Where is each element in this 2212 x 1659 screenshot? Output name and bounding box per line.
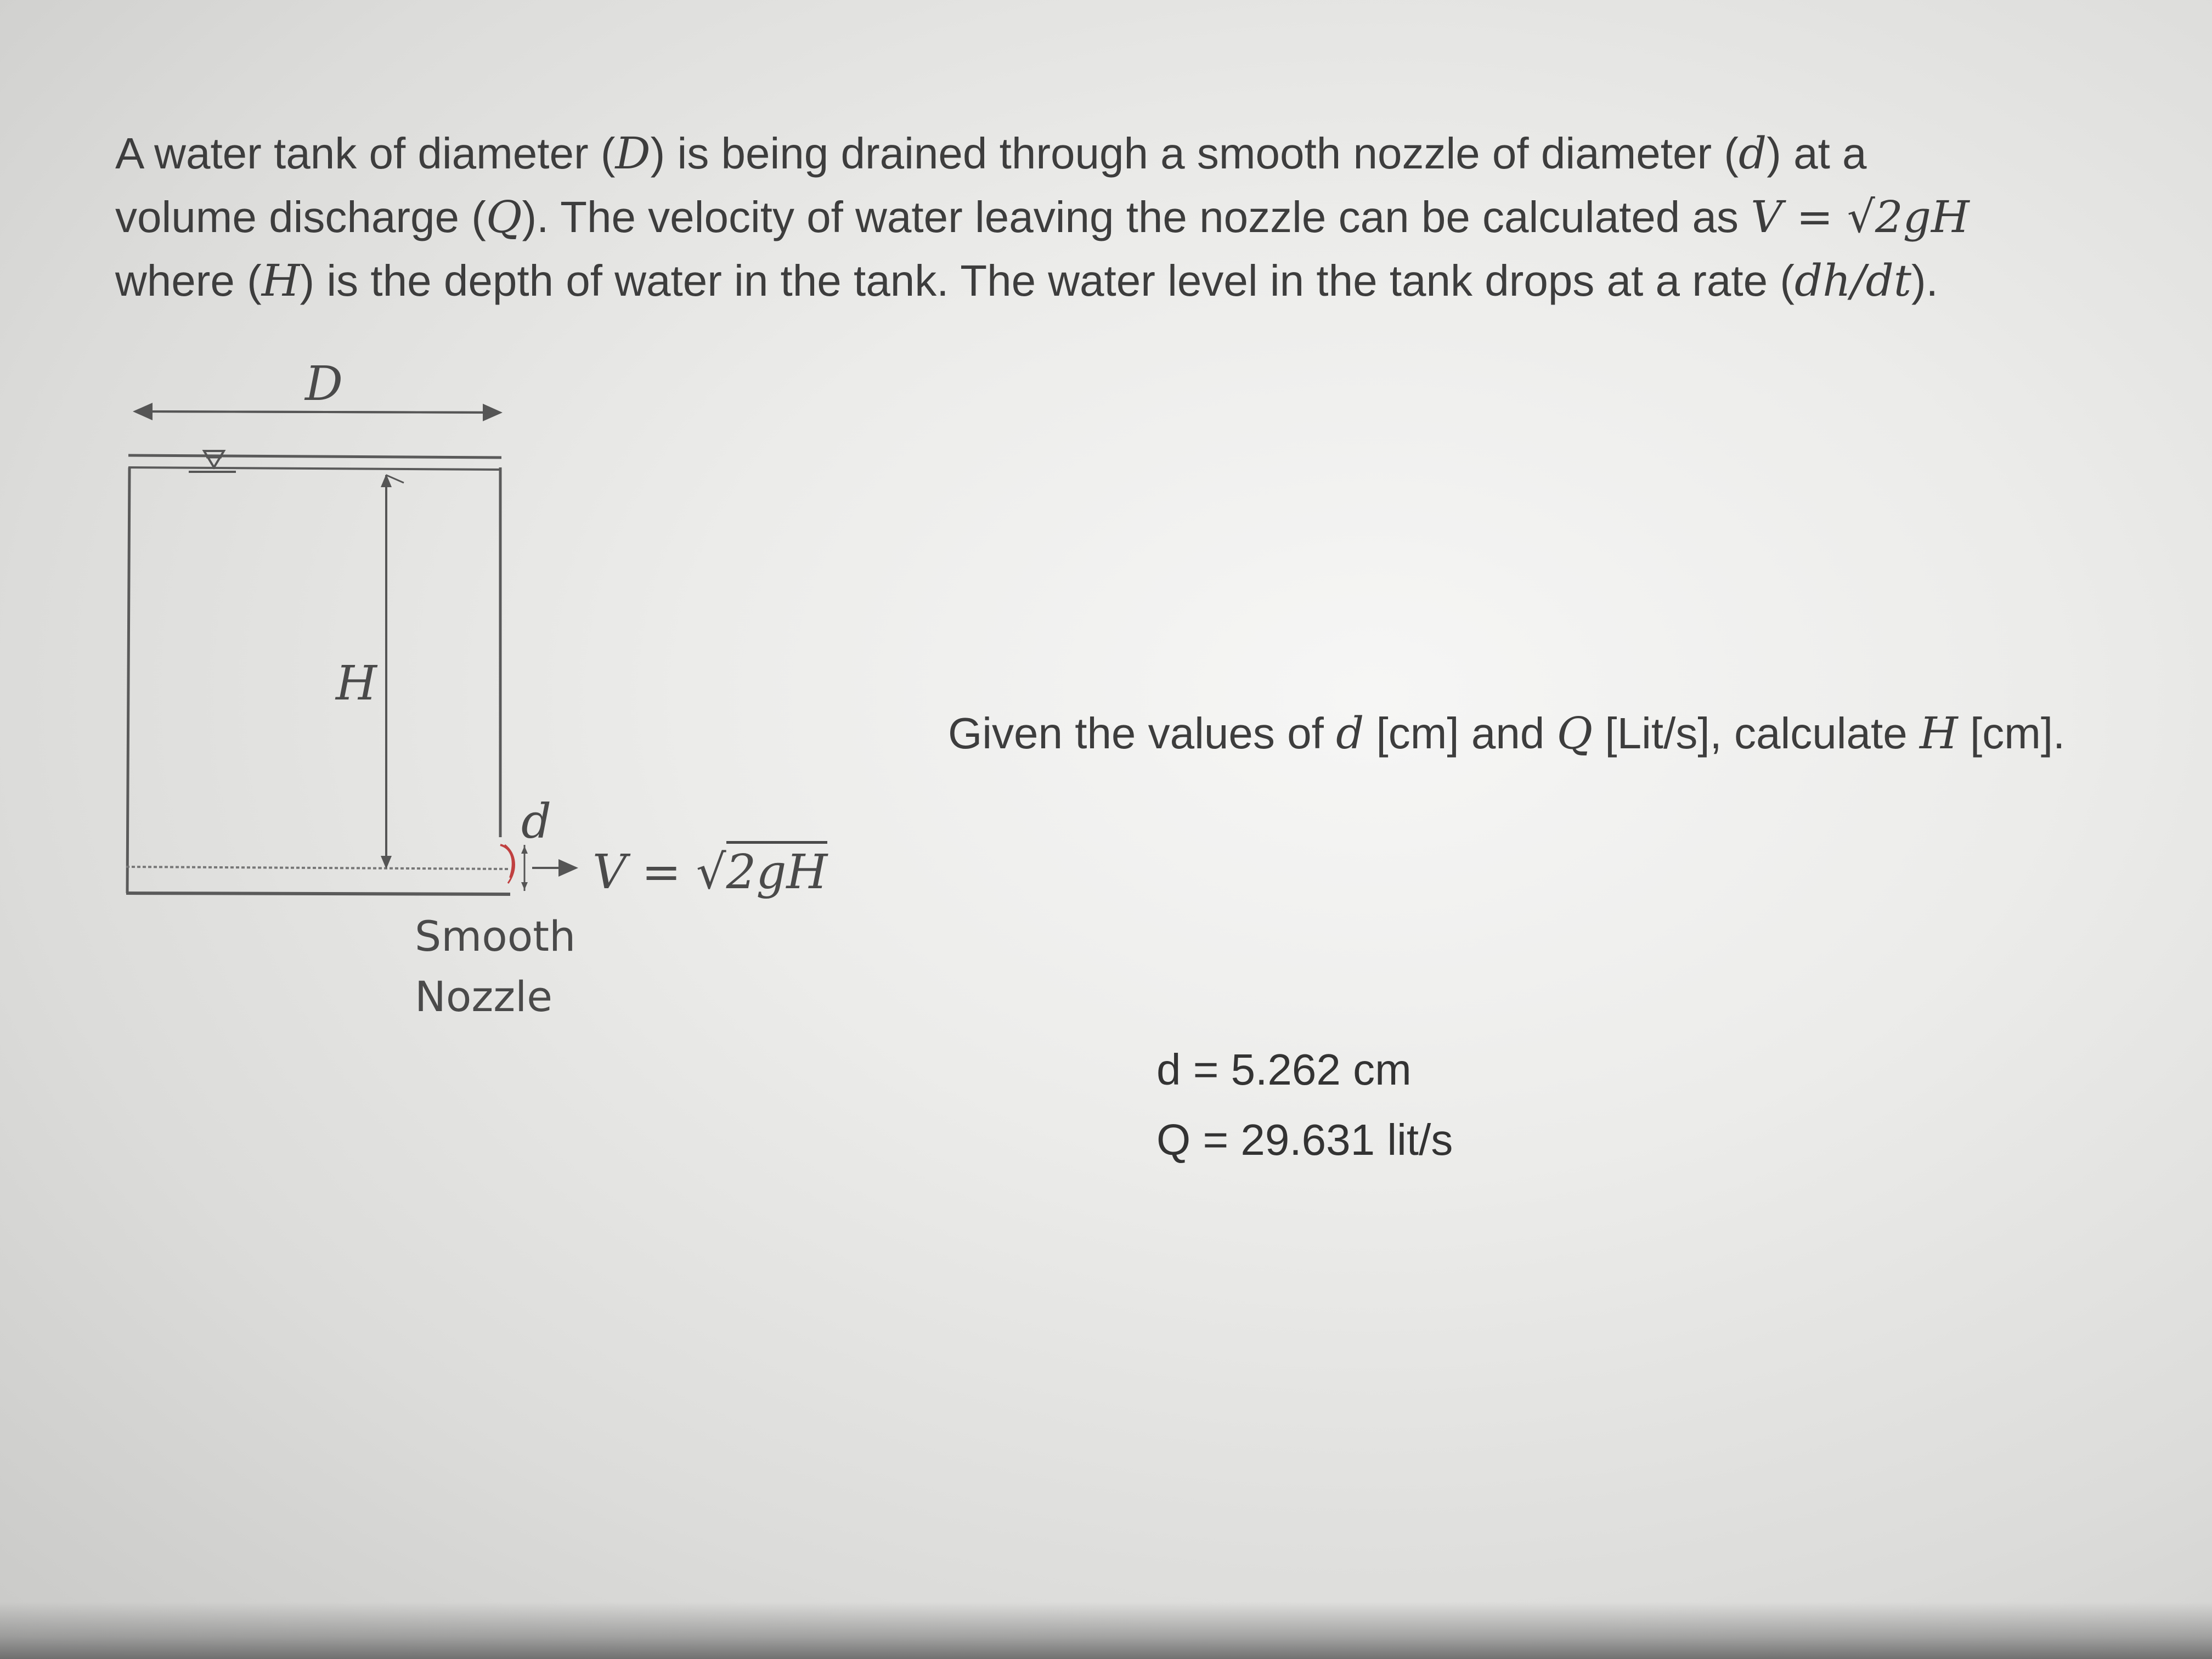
velocity-equation <box>592 845 827 900</box>
problem-text: ). The velocity of water leaving the nozzle can be calculated as <box>522 193 1751 241</box>
prompt-text: [Lit/s], calculate <box>1593 709 1920 758</box>
depth-dimension-arrow <box>381 474 404 869</box>
prompt-text: [cm]. <box>1957 709 2066 758</box>
diameter-dimension-arrow <box>135 411 500 413</box>
problem-text: A water tank of diameter ( <box>115 129 616 178</box>
nozzle-caption <box>415 906 575 1027</box>
variable-H: H <box>261 255 300 306</box>
diameter-label: D <box>305 357 343 411</box>
nozzle-caption-line-2: Nozzle <box>415 972 553 1021</box>
Q-value: Q = 29.631 lit/s <box>1156 1115 1453 1164</box>
square-root-icon: √ <box>696 845 726 900</box>
variable-d: d <box>1336 708 1364 759</box>
problem-text: ). <box>1911 256 1938 305</box>
problem-text: ) is being drained through a smooth nozzle of diameter ( <box>650 129 1739 178</box>
question-prompt <box>948 708 2065 759</box>
rate-expression: dh/dt <box>1794 255 1912 306</box>
given-values <box>1156 1035 1453 1175</box>
nozzle-diameter-label: d <box>521 794 552 849</box>
depth-label: H <box>336 656 377 711</box>
variable-Q: Q <box>1556 708 1593 759</box>
velocity-lhs: V = <box>592 845 696 900</box>
nozzle-icon <box>500 845 528 891</box>
prompt-text: [cm] and <box>1364 709 1557 758</box>
problem-text: volume discharge ( <box>115 193 486 241</box>
variable-D: D <box>615 128 651 179</box>
screen-edge-shadow <box>0 1602 2212 1659</box>
variable-Q: Q <box>486 191 522 242</box>
problem-text: ) is the depth of water in the tank. The water level in the tank drops at a rate ( <box>300 256 1795 305</box>
velocity-formula: V = √2gH <box>1751 191 1970 242</box>
tank-outline <box>126 455 510 894</box>
d-value: d = 5.262 cm <box>1156 1045 1412 1094</box>
variable-d: d <box>1739 128 1767 179</box>
problem-text: ) at a <box>1767 129 1867 178</box>
problem-text: where ( <box>115 256 262 305</box>
nozzle-caption-line-1: Smooth <box>415 912 576 961</box>
prompt-text: Given the values of <box>948 709 1336 758</box>
variable-H: H <box>1919 708 1958 759</box>
velocity-radicand: 2gH <box>726 841 828 900</box>
